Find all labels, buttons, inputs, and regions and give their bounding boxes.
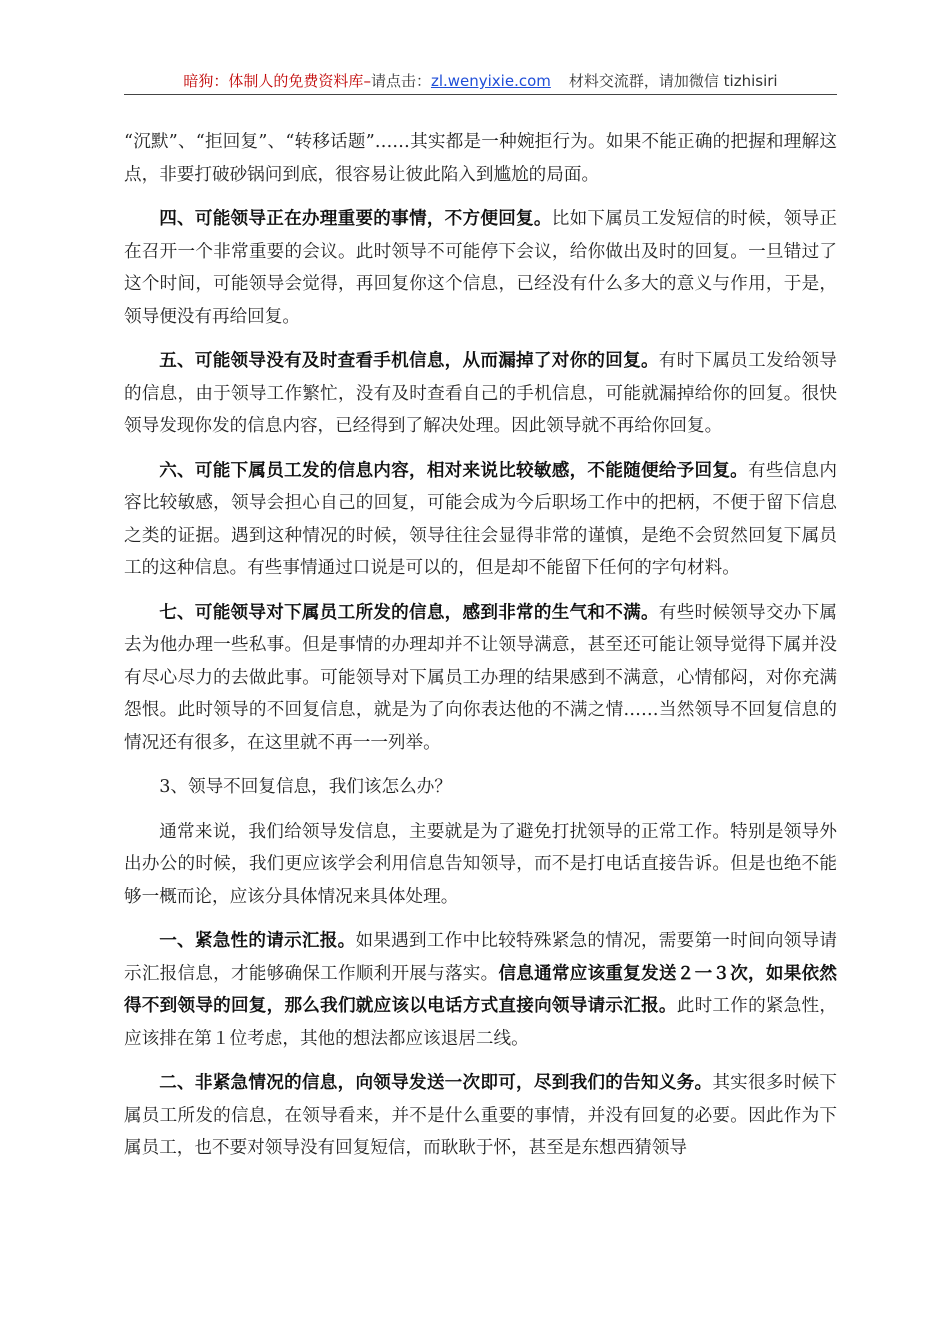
paragraph [124, 126, 837, 191]
paragraph-heading: 四、可能领导正在办理重要的事情，不方便回复。 [159, 208, 552, 229]
header-divider [124, 94, 837, 95]
paragraph [124, 203, 837, 333]
paragraph-text: 有些信息内容比较敏感，领导会担心自己的回复，可能会成为今后职场工作中的把柄，不便于留下信息之类的证据。遇到这种情况的时候，领导往往会显得非常的谨慎，是绝不会贸然回复下属员工的这种信息。有些事情通过口说是可以的，但是却不能留下任何的字句材料。 [124, 460, 837, 578]
paragraph-heading: 六、可能下属员工发的信息内容，相对来说比较敏感，不能随便给予回复。 [159, 459, 749, 481]
header-click-label: 请点击： [370, 72, 431, 90]
paragraph [124, 455, 837, 585]
paragraph [124, 345, 837, 443]
paragraph [124, 597, 837, 760]
paragraph-text: 有些时候领导交办下属去为他办理一些私事。但是事情的办理却并不让领导满意，甚至还可能让领导觉得下属并没有尽心尽力的去做此事。可能领导对下属员工办理的结果感到不满意，心情郁闷，对你充满怨恨。此时领导的不回复信息，就是为了向你表达他的不满之情……当然领导不回复信息的情况还有很多，在这里就不再一一列举。 [124, 602, 837, 753]
paragraph-heading: 二、非紧急情况的信息，向领导发送一次即可，尽到我们的告知义务。 [159, 1072, 713, 1093]
paragraph-heading: 五、可能领导没有及时查看手机信息，从而漏掉了对你的回复。 [159, 350, 659, 371]
paragraph-text: “沉默”、“拒回复”、“转移话题”……其实都是一种婉拒行为。如果不能正确的把握和理解这点，非要打破砂锅问到底，很容易让彼此陷入到尴尬的局面。 [124, 132, 837, 185]
header-link[interactable]: zl.wenyixie.com [430, 72, 551, 90]
paragraph-emphasis: 信息通常应该重复发送２一３次，如果依然得不到领导的回复，那么我们就应该以电话方式直接向领导请示汇报。 [124, 962, 837, 1016]
paragraph-text: 有时下属员工发给领导的信息，由于领导工作繁忙，没有及时查看自己的手机信息，可能就漏掉给你的回复。很快领导发现你发的信息内容，已经得到了解决处理。因此领导就不再给你回复。 [124, 351, 837, 436]
paragraph-text: 比如下属员工发短信的时候，领导正在召开一个非常重要的会议。此时领导不可能停下会议，给你做出及时的回复。一旦错过了这个时间，可能领导会觉得，再回复你这个信息，已经没有什么多大的意义与作用，于是，领导便没有再给回复。 [124, 209, 837, 327]
paragraph [124, 925, 837, 1055]
paragraph-heading: 一、紧急性的请示汇报。 [159, 930, 356, 951]
page-header [124, 70, 837, 92]
paragraph-text: 此时工作的紧急性，应该排在第１位考虑，其他的想法都应该退居二线。 [124, 996, 837, 1049]
paragraph-text: 通常来说，我们给领导发信息，主要就是为了避免打扰领导的正常工作。特别是领导外出办公的时候，我们更应该学会利用信息告知领导，而不是打电话直接告诉。但是也绝不能够一概而论，应该分具体情况来具体处理。 [124, 821, 837, 907]
paragraph [124, 816, 837, 914]
section-heading [124, 771, 837, 804]
document-body [124, 126, 837, 1177]
header-brand: 暗狗：体制人的免费资料库 [183, 72, 364, 90]
header-separator: – [363, 72, 371, 90]
paragraph-text: 如果遇到工作中比较特殊紧急的情况，需要第一时间向领导请示汇报信息，才能够确保工作顺利开展与落实。 [124, 931, 837, 984]
paragraph-text: 其实很多时候下属员工所发的信息，在领导看来，并不是什么重要的事情，并没有回复的必要。因此作为下属员工，也不要对领导没有回复短信，而耿耿于怀，甚至是东想西猜领导 [124, 1073, 837, 1158]
section-heading-text: 3、领导不回复信息，我们该怎么办？ [159, 777, 452, 797]
paragraph-heading: 七、可能领导对下属员工所发的信息，感到非常的生气和不满。 [159, 601, 659, 623]
paragraph [124, 1067, 837, 1165]
header-wechat-note: 材料交流群，请加微信 tizhisiri [568, 72, 778, 90]
